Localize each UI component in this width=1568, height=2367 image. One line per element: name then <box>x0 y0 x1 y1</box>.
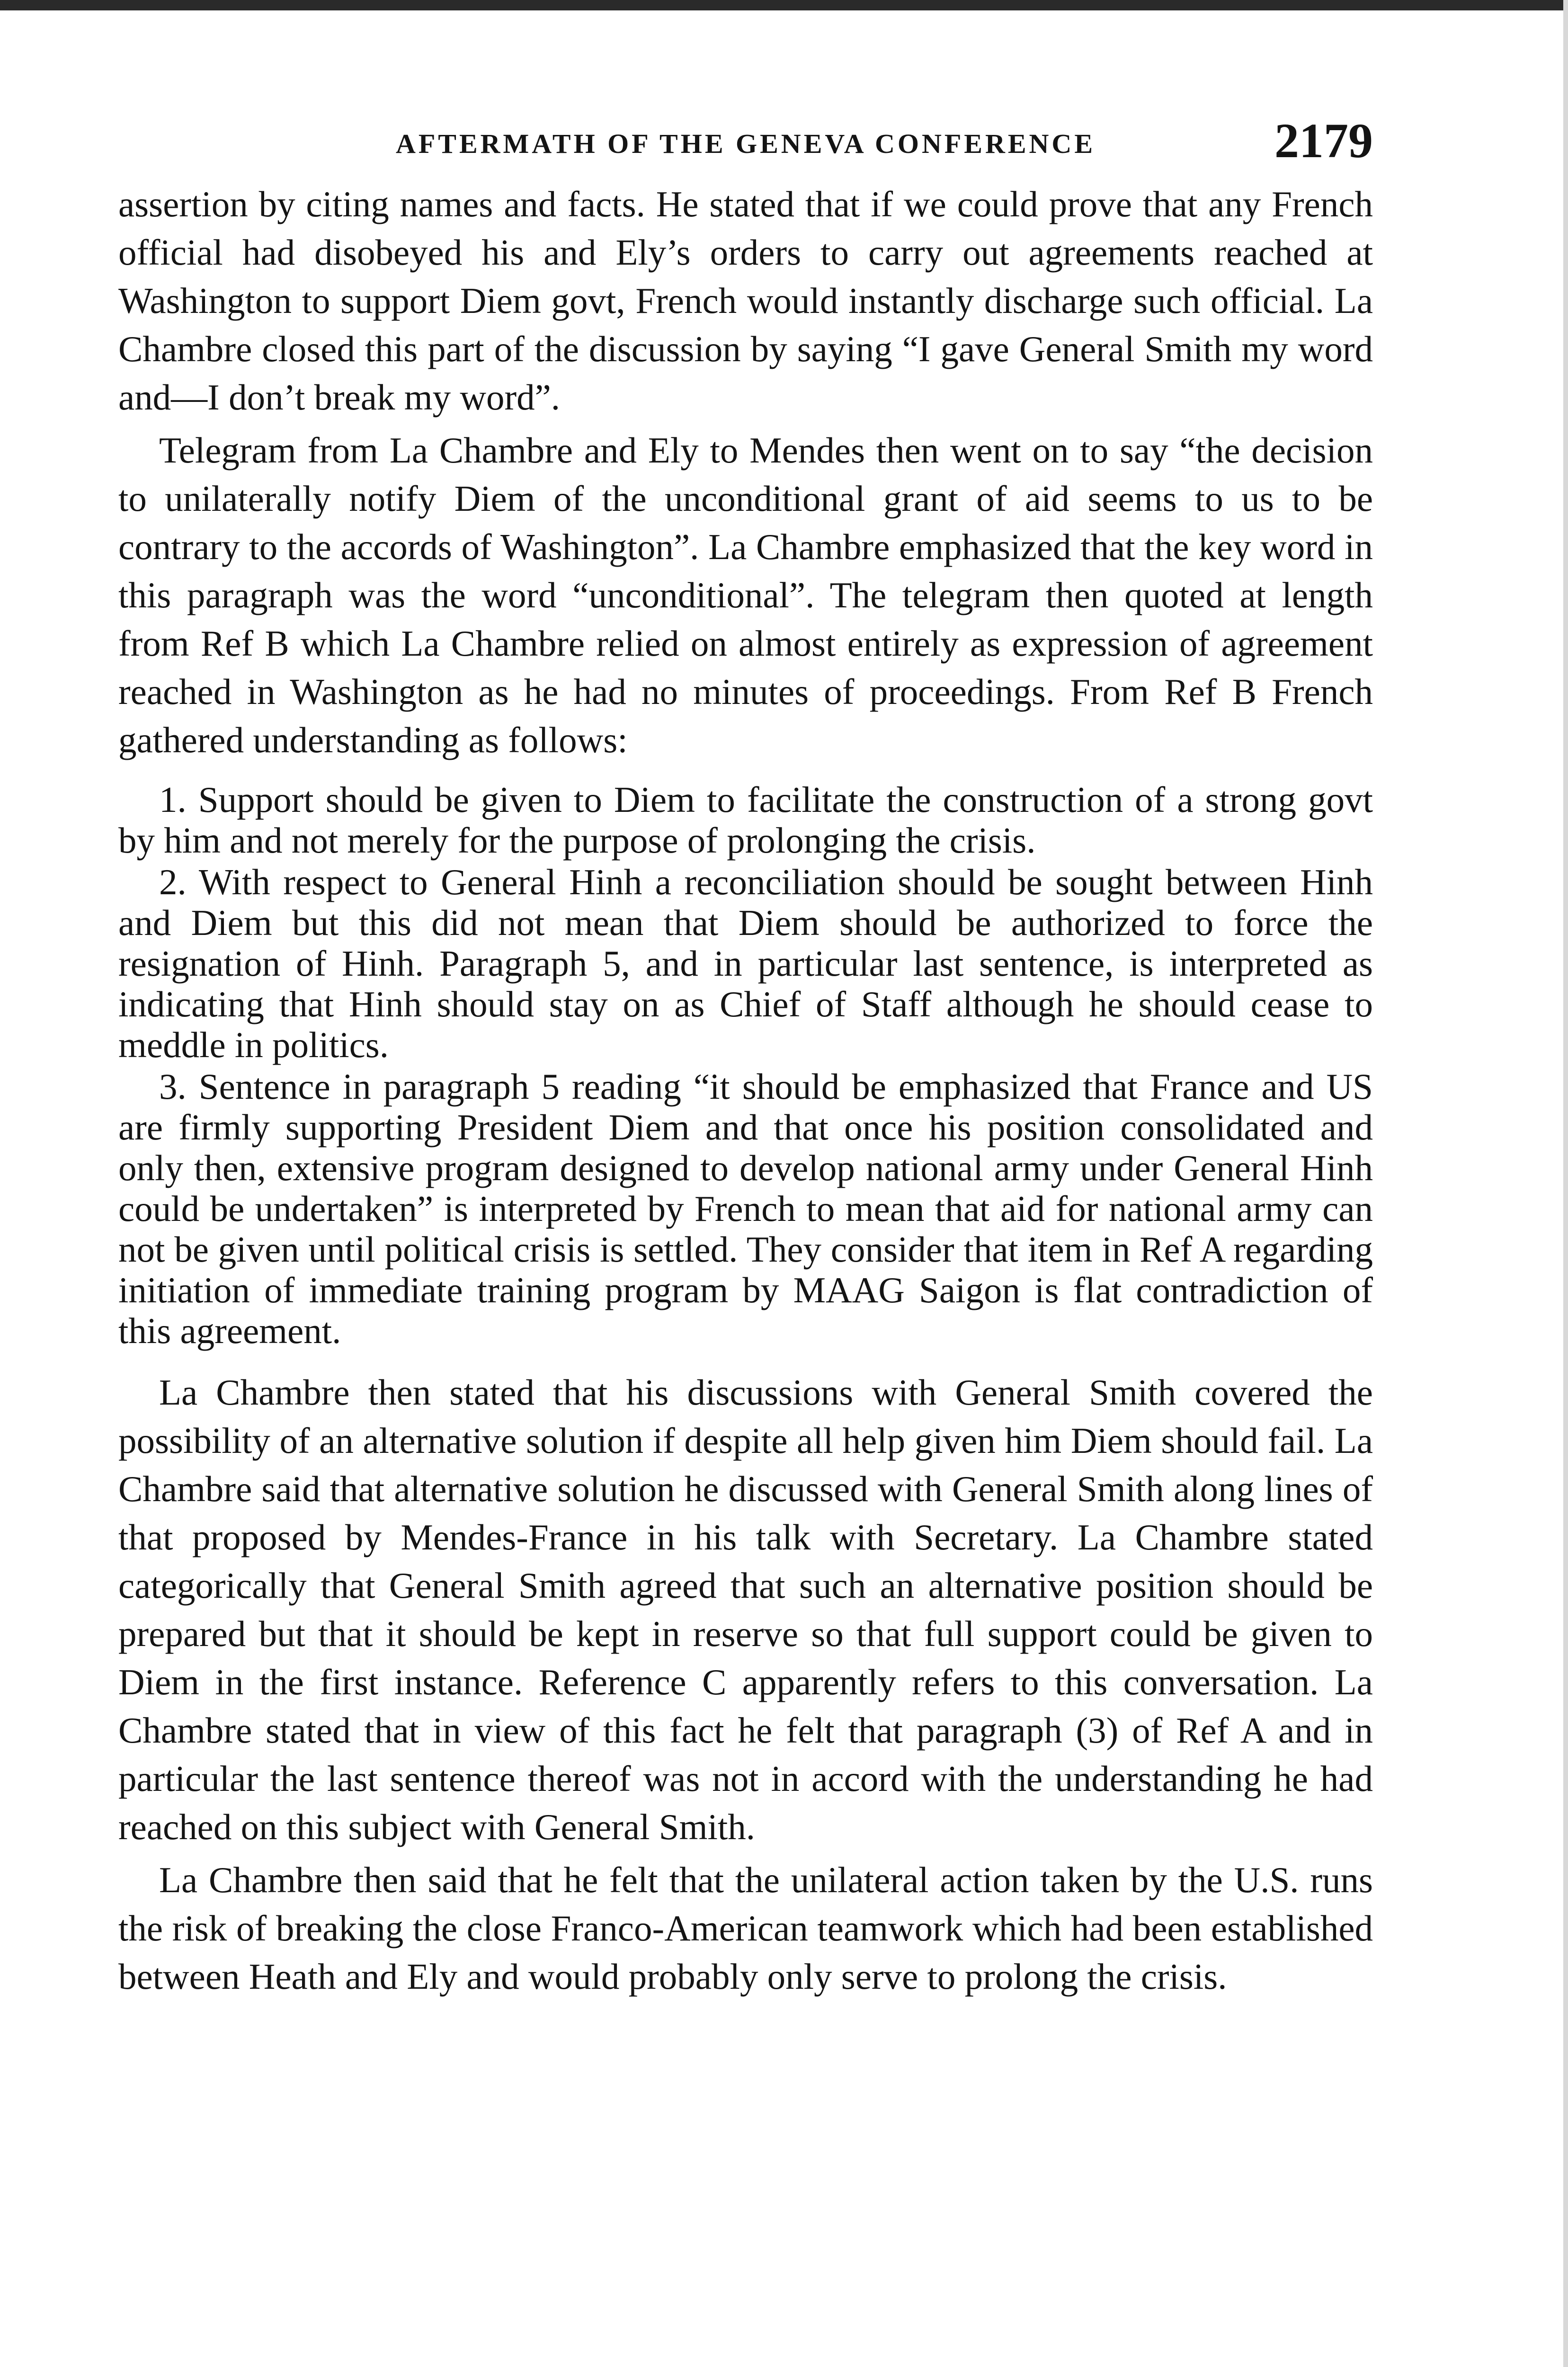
running-header <box>118 109 1373 180</box>
page-number: 2179 <box>1274 114 1373 168</box>
running-title: AFTERMATH OF THE GENEVA CONFERENCE <box>395 128 1096 159</box>
document-body <box>118 180 1373 2001</box>
paragraph-4: La Chambre then said that he felt that the unilateral action taken by the U.S. runs the risk of breaking the close Franco-American teamwork which had been established between Heath and Ely and would probably only serve to prolong the crisis. <box>118 1860 1373 1997</box>
top-scan-border <box>0 0 1568 10</box>
paragraph-2: Telegram from La Chambre and Ely to Mendes then went on to say “the decision to unilaterally notify Diem of the unconditional grant of aid seems to us to be contrary to the accords of Washington”. La Chambre emphasized that the key word in this paragraph was the word “unconditional”. The telegram then quoted at length from Ref B which La Chambre relied on almost entirely as expression of agreement reached in Washington as he had no minutes of proceedings. From Ref B French gathered understanding as follows: <box>118 430 1373 760</box>
list-item-2: 2. With respect to General Hinh a reconciliation should be sought between Hinh and Diem but this did not mean that Diem should be authorized to force the resignation of Hinh. Paragraph 5, and in particular last sentence, is interpreted as indicating that Hinh should stay on as Chief of Staff although he should cease to meddle in politics. <box>118 862 1373 1065</box>
list-item-1: 1. Support should be given to Diem to facilitate the construction of a strong govt by him and not merely for the purpose of prolonging the crisis. <box>118 779 1373 861</box>
paragraph-1: assertion by citing names and facts. He stated that if we could prove that any French official had disobeyed his and Ely’s orders to carry out agreements reached at Washington to support Diem govt, French would instantly discharge such official. La Chambre closed this part of the discussion by saying “I gave General Smith my word and—I don’t break my word”. <box>118 184 1373 418</box>
document-page <box>118 109 1373 2005</box>
list-item-3: 3. Sentence in paragraph 5 reading “it should be emphasized that France and US are firmly supporting President Diem and that once his position consolidated and only then, extensive program designed to develop national army under General Hinh could be undertaken” is interpreted by French to mean that aid for national army can not be given until political crisis is settled. They consider that item in Ref A regarding initiation of immediate training program by MAAG Saigon is flat contradiction of this agreement. <box>118 1066 1373 1351</box>
right-scan-edge <box>1563 0 1568 2367</box>
paragraph-3: La Chambre then stated that his discussions with General Smith covered the possibility of an alternative solution if despite all help given him Diem should fail. La Chambre said that alternative solution he discussed with General Smith along lines of that proposed by Mendes-France in his talk with Secretary. La Chambre stated categorically that General Smith agreed that such an alternative position should be prepared but that it should be kept in reserve so that full support could be given to Diem in the first instance. Reference C apparently refers to this conversation. La Chambre stated that in view of this fact he felt that paragraph (3) of Ref A and in particular the last sentence thereof was not in accord with the understanding he had reached on this subject with General Smith. <box>118 1372 1373 1847</box>
numbered-list <box>118 779 1373 1351</box>
